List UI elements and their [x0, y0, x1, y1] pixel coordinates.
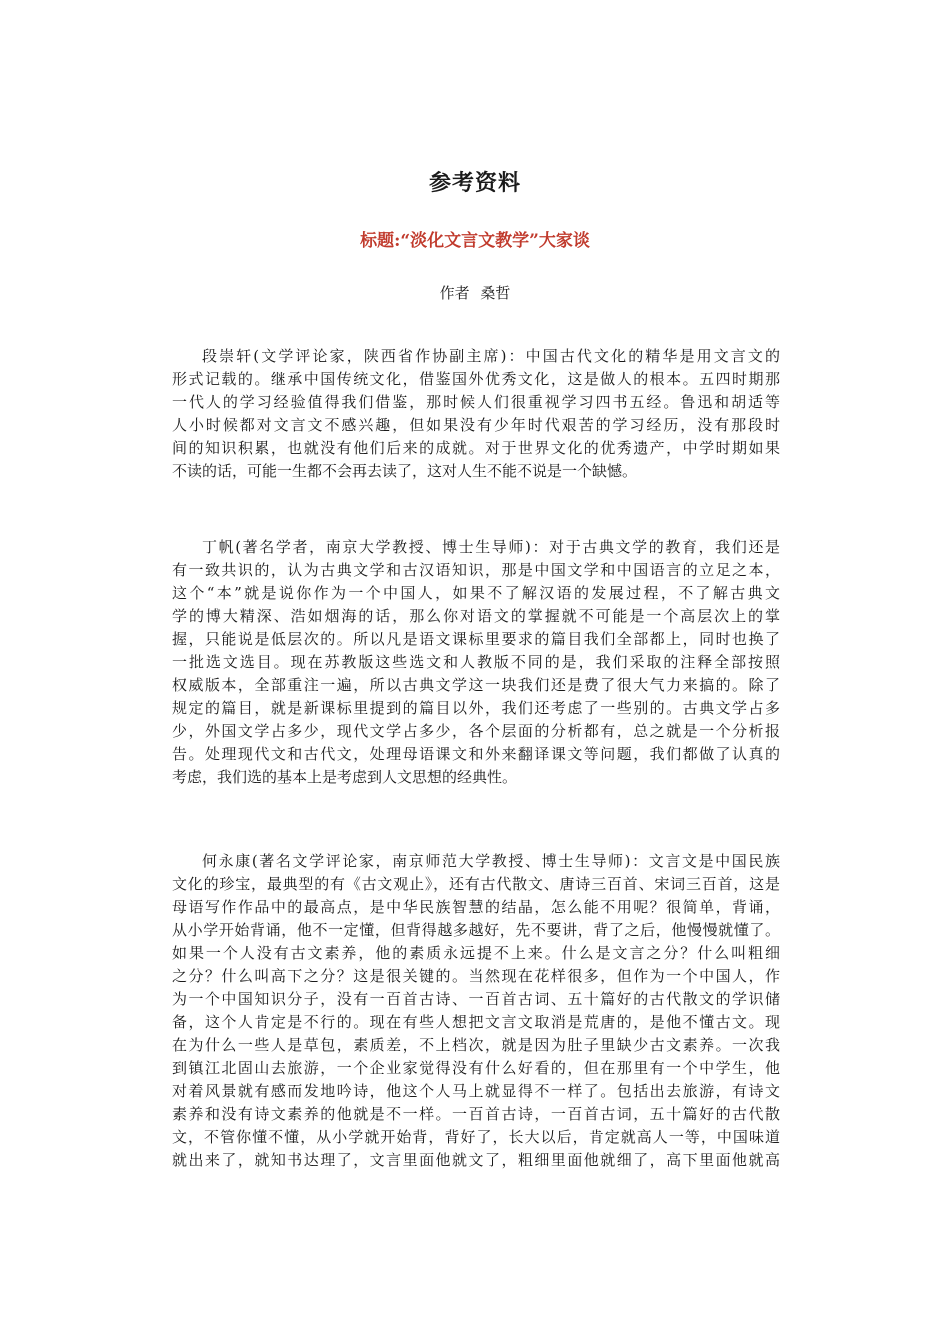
- paragraph-line: 一代人的学习经验值得我们借鉴，那时候人们很重视学习四书五经。鲁迅和胡适等: [172, 393, 780, 411]
- paragraph-line: 少，外国文学占多少，现代文学占多少，各个层面的分析都有，总之就是一个分析报: [172, 722, 780, 740]
- paragraph-line: 之分？什么叫高下之分？这是很关键的。当然现在花样很多，但作为一个中国人，作: [172, 967, 780, 985]
- document-title: 参考资料: [428, 170, 521, 196]
- paragraph-line: 在为什么一些人是草包，素质差，不上档次，就是因为肚子里缺少古文素养。一次我: [172, 1036, 780, 1054]
- paragraph-line: 规定的篇目，就是新课标里提到的篇目以外，我们还考虑了一些别的。古典文学占多: [172, 699, 780, 717]
- paragraph-ding-fan: [172, 536, 780, 789]
- author-name: 桑哲: [480, 284, 511, 302]
- paragraph-line: 就出来了，就知书达理了，文言里面他就文了，粗细里面他就细了，高下里面他就高: [172, 1151, 780, 1169]
- paragraph-line: 为一个中国知识分子，没有一百首古诗、一百首古词、五十篇好的古代散文的学识储: [172, 990, 780, 1008]
- document-subtitle: 标题:“淡化文言文教学”大家谈: [360, 231, 590, 251]
- paragraph-line: 学的博大精深、浩如烟海的话，那么你对语文的掌握就不可能是一个高层次上的掌: [172, 607, 780, 625]
- paragraph-line: 何永康(著名文学评论家，南京师范大学教授、博士生导师)：文言文是中国民族: [202, 852, 780, 870]
- paragraph-line: 文化的珍宝，最典型的有《古文观止》，还有古代散文、唐诗三百首、宋词三百首，这是: [172, 875, 780, 893]
- paragraph-line: 母语写作作品中的最高点，是中华民族智慧的结晶，怎么能不用呢？很简单，背诵，: [172, 898, 780, 916]
- paragraph-line: 素养和没有诗文素养的他就是不一样。一百首古诗，一百首古词，五十篇好的古代散: [172, 1105, 780, 1123]
- paragraph-line: 备，这个人肯定是不行的。现在有些人想把文言文取消是荒唐的，是他不懂古文。现: [172, 1013, 780, 1031]
- paragraph-line: 权威版本，全部重注一遍，所以古典文学这一块我们还是费了很大气力来搞的。除了: [172, 676, 780, 694]
- author-line: [0, 282, 950, 303]
- paragraph-line: 对着风景就有感而发地吟诗，他这个人马上就显得不一样了。包括出去旅游，有诗文: [172, 1082, 780, 1100]
- paragraph-line: 到镇江北固山去旅游，一个企业家觉得没有什么好看的，但在那里有一个中学生，他: [172, 1059, 780, 1077]
- author-label: 作者: [439, 284, 470, 302]
- paragraph-line: 从小学开始背诵，他不一定懂，但背得越多越好，先不要讲，背了之后，他慢慢就懂了。: [172, 921, 780, 939]
- paragraph-line: 有一致共识的，认为古典文学和古汉语知识，那是中国文学和中国语言的立足之本，: [172, 561, 780, 579]
- paragraph-line: 握，只能说是低层次的。所以凡是语文课标里要求的篇目我们全部都上，同时也换了: [172, 630, 780, 648]
- paragraph-line: 一批选文选目。现在苏教版这些选文和人教版不同的是，我们采取的注释全部按照: [172, 653, 780, 671]
- paragraph-line: 段崇轩(文学评论家，陕西省作协副主席)：中国古代文化的精华是用文言文的: [202, 347, 780, 365]
- paragraph-line: 不读的话，可能一生都不会再去读了，这对人生不能不说是一个缺憾。: [172, 462, 638, 480]
- paragraph-line: 丁帆(著名学者，南京大学教授、博士生导师)：对于古典文学的教育，我们还是: [202, 538, 780, 556]
- paragraph-line: 如果一个人没有古文素养，他的素质永远提不上来。什么是文言之分？什么叫粗细: [172, 944, 780, 962]
- paragraph-line: 间的知识积累，也就没有他们后来的成就。对于世界文化的优秀遗产，中学时期如果: [172, 439, 780, 457]
- paragraph-line: 考虑，我们选的基本上是考虑到人文思想的经典性。: [172, 768, 518, 786]
- paragraph-line: 文，不管你懂不懂，从小学就开始背，背好了，长大以后，肯定就高人一等，中国味道: [172, 1128, 780, 1146]
- paragraph-line: 这个“本”就是说你作为一个中国人，如果不了解汉语的发展过程，不了解古典文: [172, 584, 780, 602]
- paragraph-he-yongkang: [172, 850, 780, 1172]
- paragraph-line: 人小时候都对文言文不感兴趣，但如果没有少年时代艰苦的学习经历，没有那段时: [172, 416, 780, 434]
- paragraph-line: 告。处理现代文和古代文，处理母语课文和外来翻译课文等问题，我们都做了认真的: [172, 745, 780, 763]
- paragraph-duan-chongxuan: [172, 345, 780, 483]
- paragraph-line: 形式记载的。继承中国传统文化，借鉴国外优秀文化，这是做人的根本。五四时期那: [172, 370, 780, 388]
